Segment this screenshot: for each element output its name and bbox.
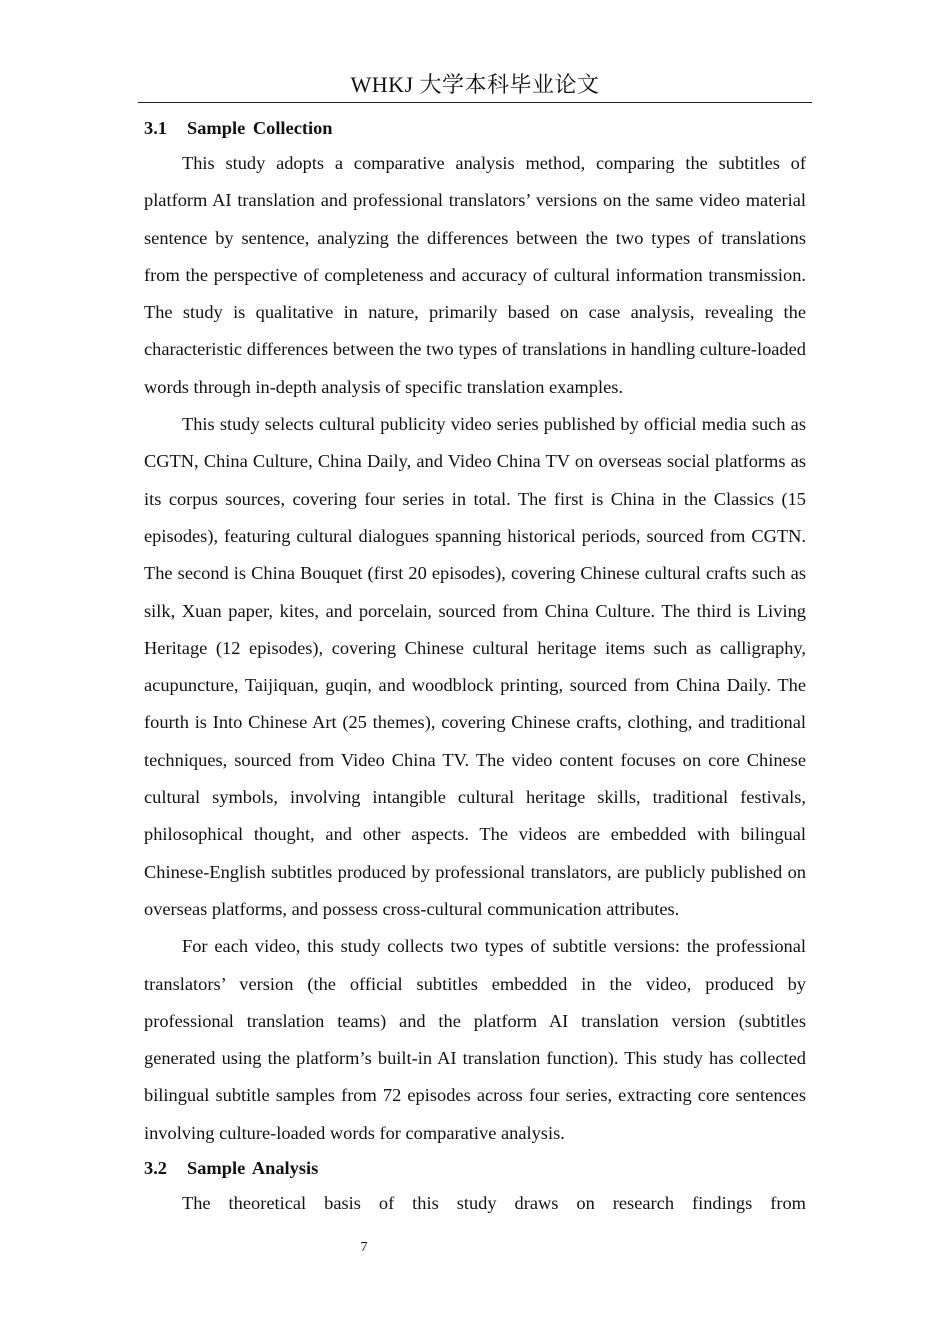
paragraph: This study adopts a comparative analysis method, comparing the subtitles of platform AI translation and professional translators’ versions on the same video material sentence by sentence, analyzing the differences between the two types of translations from the perspective of completeness and accuracy of cultural information transmission. The study is qualitative in nature, primarily based on case analysis, revealing the characteristic differences between the two types of translations in handling culture-loaded words through in-depth analysis of specific translation examples.	[144, 153, 806, 397]
paragraph: The theoretical basis of this study draws on research findings from	[182, 1193, 806, 1214]
section-heading-3-1	[144, 112, 806, 145]
page-body	[144, 112, 806, 1222]
section-number: 3.1	[144, 118, 167, 138]
section-heading-3-2	[144, 1152, 806, 1185]
section-title: Sample Collection	[187, 118, 333, 138]
section-number: 3.2	[144, 1158, 167, 1179]
section-title: Sample Analysis	[187, 1158, 319, 1179]
page-number: 7	[360, 1240, 368, 1255]
page-header	[138, 68, 812, 103]
header-title: WHKJ 大学本科毕业论文	[350, 72, 600, 97]
paragraph: This study selects cultural publicity video series published by official media such as CGTN, China Culture, China Daily, and Video China TV on overseas social platforms as its corpus sources, covering four series in total. The first is China in the Classics (15 episodes), featuring cultural dialogues spanning historical periods, sourced from CGTN. The second is China Bouquet (first 20 episodes), covering Chinese cultural crafts such as silk, Xuan paper, kites, and porcelain, sourced from China Culture. The third is Living Heritage (12 episodes), covering Chinese cultural heritage items such as calligraphy, acupuncture, Taijiquan, guqin, and woodblock printing, sourced from China Daily. The fourth is Into Chinese Art (25 themes), covering Chinese crafts, clothing, and traditional techniques, sourced from Video China TV. The video content focuses on core Chinese cultural symbols, involving intangible cultural heritage skills, traditional festivals, philosophical thought, and other aspects. The videos are embedded with bilingual Chinese-English subtitles produced by professional translators, are publicly published on overseas platforms, and possess cross-cultural communication attributes.	[144, 414, 806, 919]
paragraph: For each video, this study collects two types of subtitle versions: the professional translators’ version (the official subtitles embedded in the video, produced by professional translation teams) and the platform AI translation version (subtitles generated using the platform’s built-in AI translation function). This study has collected bilingual subtitle samples from 72 episodes across four series, extracting core sentences involving culture-loaded words for comparative analysis.	[144, 936, 806, 1143]
